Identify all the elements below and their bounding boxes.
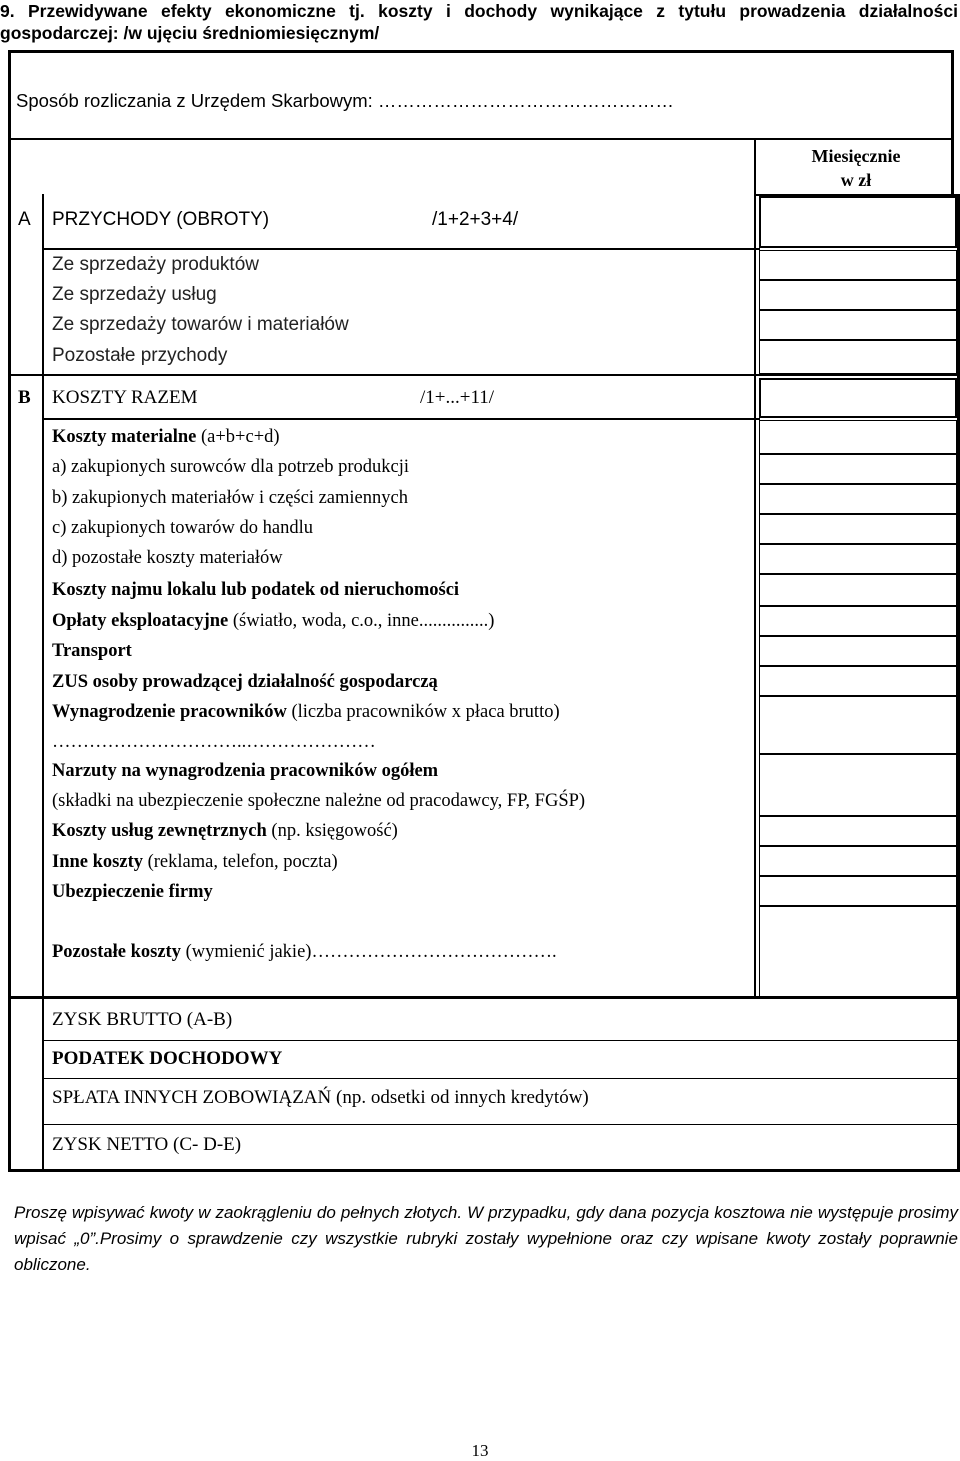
cost-row-7: Opłaty eksploatacyjne (światło, woda, c.o., inne...............) [52, 611, 495, 631]
section-b-title-divider [42, 418, 760, 420]
amount-column-header [756, 144, 956, 192]
cost-row-12: Narzuty na wynagrodzenia pracowników ogółem [52, 761, 439, 781]
cost-row-1: Koszty materialne (a+b+c+d) [52, 427, 280, 447]
amount-cell-b10[interactable] [759, 696, 957, 754]
section-b-formula: /1+...+11/ [420, 387, 495, 408]
cost-row-3: b) zakupionych materiałów i części zamiennych [52, 488, 408, 508]
section-a-item-2: Ze sprzedaży usług [52, 284, 217, 305]
section-a-item-1: Ze sprzedaży produktów [52, 254, 259, 275]
income-tax-divider [42, 1078, 960, 1079]
cost-row-9: ZUS osoby prowadzącej działalność gospodarczą [52, 672, 438, 692]
amount-cell-a2[interactable] [759, 280, 957, 310]
amount-cell-b2[interactable] [759, 454, 957, 484]
page-number: 13 [471, 1441, 489, 1460]
bottom-rows-left-divider [42, 998, 44, 1170]
net-profit-label: ZYSK NETTO (C- D-E) [52, 1134, 242, 1155]
cost-row-other[interactable]: Pozostałe koszty (wymienić jakie)…………………………………. [52, 942, 557, 962]
amount-cell-b6[interactable] [759, 574, 957, 606]
cost-row-8: Transport [52, 641, 132, 661]
section-a-bottom-divider [8, 374, 960, 376]
amount-cell-a3[interactable] [759, 310, 957, 340]
cost-row-6: Koszty najmu lokalu lub podatek od nieruchomości [52, 580, 460, 600]
section-a-letter: A [18, 209, 31, 230]
other-liabilities-label: SPŁATA INNYCH ZOBOWIĄZAŃ (np. odsetki od innych kredytów) [52, 1087, 589, 1108]
section-a-formula: /1+2+3+4/ [432, 209, 519, 230]
cost-row-15: Inne koszty (reklama, telefon, poczta) [52, 852, 338, 872]
amount-cell-a4[interactable] [759, 340, 957, 374]
cost-row-2: a) zakupionych surowców dla potrzeb produkcji [52, 457, 410, 477]
amount-column-divider [754, 138, 756, 998]
section-a-title-divider [42, 248, 760, 250]
section-heading: 9. Przewidywane efekty ekonomiczne tj. koszty i dochody wynikające z tytułu prowadzenia działalności gospodarczej: /w ujęciu średniomiesięcznym/ [0, 1, 958, 43]
cost-row-11[interactable]: …………………………..………………… [52, 732, 376, 752]
section-a-title: PRZYCHODY (OBROTY) [52, 209, 270, 230]
amount-cell-b7[interactable] [759, 606, 957, 636]
cost-row-14: Koszty usług zewnętrznych (np. księgowość) [52, 821, 398, 841]
amount-cell-b5[interactable] [759, 544, 957, 574]
amount-cell-a1[interactable] [759, 250, 957, 280]
tax-method-row-divider [8, 138, 954, 140]
amount-cell-b15[interactable] [759, 906, 957, 998]
section-a-item-3: Ze sprzedaży towarów i materiałów [52, 314, 349, 335]
section-b-letter: B [18, 387, 31, 408]
section-a-item-4: Pozostałe przychody [52, 345, 228, 366]
section-a-left-divider [42, 194, 44, 374]
amount-cell-b14[interactable] [759, 876, 957, 906]
section-b-left-divider [42, 376, 44, 998]
cost-row-4: c) zakupionych towarów do handlu [52, 518, 313, 538]
cost-row-10: Wynagrodzenie pracowników (liczba pracowników x płaca brutto) [52, 702, 560, 722]
amount-cell-b12[interactable] [759, 816, 957, 846]
frame-left-border [8, 50, 11, 1172]
cost-row-5: d) pozostałe koszty materiałów [52, 548, 283, 568]
amount-cell-b1[interactable] [759, 420, 957, 454]
amount-cell-b8[interactable] [759, 636, 957, 666]
section-b-title: KOSZTY RAZEM [52, 387, 198, 408]
cost-row-13: (składki na ubezpieczenie społeczne należne od pracodawcy, FP, FGŚP) [52, 791, 586, 811]
tax-method-field[interactable]: Sposób rozliczania z Urzędem Skarbowym: ………………………………………… [16, 90, 674, 111]
frame-bottom-border [8, 1169, 960, 1172]
cost-row-16: Ubezpieczenie firmy [52, 882, 213, 902]
amount-cell-b13[interactable] [759, 846, 957, 876]
gross-profit-divider [42, 1040, 960, 1041]
amount-cell-b9[interactable] [759, 666, 957, 696]
amount-header-line2: w zł [840, 170, 872, 190]
section-b-amount-cell[interactable] [759, 378, 957, 418]
amount-header-line1: Miesięcznie [811, 146, 901, 166]
income-tax-label: PODATEK DOCHODOWY [52, 1048, 283, 1069]
instructions-note: Proszę wpisywać kwoty w zaokrągleniu do pełnych złotych. W przypadku, gdy dana pozycja kosztowa nie występuje prosimy wpisać „0”.Prosimy o sprawdzenie czy wszystkie rubryki zostały wypełnione oraz czy wpisane kwoty zostały poprawnie obliczone. [14, 1203, 958, 1274]
other-liabilities-divider [42, 1124, 960, 1125]
frame-top-border [8, 50, 954, 53]
amount-cell-b11[interactable] [759, 754, 957, 816]
section-a-amount-cell[interactable] [759, 196, 957, 248]
amount-cell-b4[interactable] [759, 514, 957, 544]
amount-cell-b3[interactable] [759, 484, 957, 514]
gross-profit-label: ZYSK BRUTTO (A-B) [52, 1009, 233, 1030]
section-b-bottom-divider [8, 996, 960, 999]
